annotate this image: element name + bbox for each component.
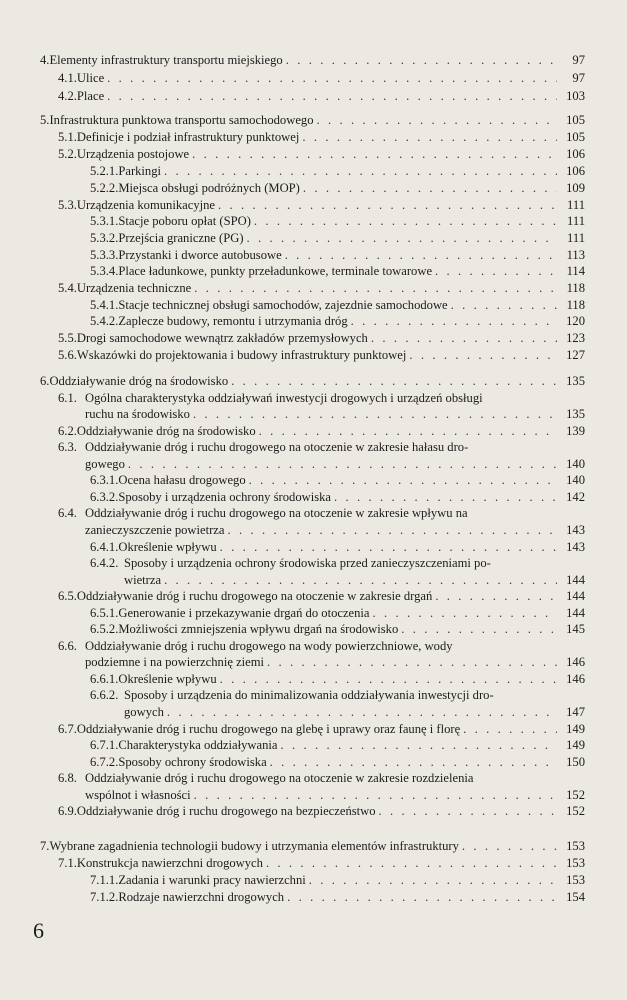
toc-entry-title: Urządzenia komunikacyjne	[76, 198, 216, 212]
toc-entry	[58, 855, 585, 871]
toc-leader-dots	[351, 313, 557, 329]
toc-page-number: 135	[566, 374, 585, 388]
toc-entry-title: Place ładunkowe, punkty przeładunkowe, terminale towarowe	[118, 264, 433, 278]
toc-entry-title: gowego	[85, 457, 125, 471]
toc-entry-title: Zadania i warunki pracy nawierzchni	[118, 873, 306, 887]
toc-entry	[90, 605, 585, 621]
toc-leader-dots	[259, 423, 557, 439]
toc-entry	[90, 671, 585, 687]
toc-entry	[90, 489, 585, 505]
toc-entry-number: 4.2.	[58, 89, 77, 103]
toc-leader-dots	[267, 654, 557, 670]
toc-entry-title: Stacje technicznej obsługi samochodów, zajezdnie samochodowe	[118, 298, 448, 312]
toc-entry-title: Przystanki i dworce autobusowe	[118, 248, 282, 262]
toc-entry-number: 5.3.3.	[90, 248, 119, 262]
toc-page-number: 120	[566, 314, 585, 328]
toc-page-number: 97	[572, 53, 585, 67]
toc-entry	[85, 456, 585, 472]
toc-page-number: 103	[566, 89, 585, 103]
toc-page-number: 140	[566, 473, 585, 487]
toc-entry-number: 5.3.	[58, 198, 77, 212]
toc-entry	[90, 754, 585, 770]
toc-leader-dots	[451, 297, 557, 313]
toc-page-number: 144	[566, 589, 585, 603]
toc-entry-number: 6.6.1.	[90, 672, 119, 686]
toc-entry-number: 5.2.	[58, 147, 77, 161]
toc-entry-title: Sposoby ochrony środowiska	[118, 755, 267, 769]
toc-entry	[90, 687, 585, 703]
toc-leader-dots	[287, 889, 557, 905]
toc-entry-number: 6.8.	[58, 771, 77, 785]
toc-leader-dots	[194, 280, 557, 296]
toc-page-number: 146	[566, 655, 585, 669]
toc-entry-number: 4.	[40, 53, 50, 67]
toc-page-number: 146	[566, 672, 585, 686]
toc-leader-dots	[220, 539, 557, 555]
toc-entry-title: Miejsca obsługi podróżnych (MOP)	[118, 181, 300, 195]
toc-page-number: 123	[566, 331, 585, 345]
toc-leader-dots	[218, 197, 557, 213]
toc-entry-title: zanieczyszczenie powietrza	[85, 523, 225, 537]
toc-leader-dots	[435, 263, 557, 279]
toc-entry-title: Konstrukcja nawierzchni drogowych	[76, 856, 263, 870]
toc-entry-title: Oddziaływanie dróg i ruchu drogowego na wody powierzchniowe, wody	[85, 639, 453, 653]
toc-entry-number: 4.1.	[58, 71, 77, 85]
toc-entry	[58, 347, 585, 363]
toc-leader-dots	[317, 112, 557, 128]
toc-entry	[85, 654, 585, 670]
toc-entry-title: Oddziaływanie dróg i ruchu drogowego na glebę i uprawy oraz faunę i florę	[76, 722, 461, 736]
toc-entry	[58, 280, 585, 296]
toc-page-number: 113	[566, 248, 585, 262]
toc-entry-title: Oddziaływanie dróg i ruchu drogowego na otoczenie w zakresie wpływu na	[85, 506, 468, 520]
toc-leader-dots	[220, 671, 557, 687]
toc-entry-title: Wybrane zagadnienia technologii budowy i utrzymania elementów infrastruktury	[49, 839, 459, 853]
toc-entry-number: 5.	[40, 113, 50, 127]
toc-entry-title: Drogi samochodowe wewnątrz zakładów przemysłowych	[76, 331, 368, 345]
toc-leader-dots	[280, 737, 557, 753]
toc-page-number: 140	[566, 457, 585, 471]
toc-leader-dots	[435, 588, 557, 604]
toc-entry	[90, 472, 585, 488]
toc-entry-number: 5.4.	[58, 281, 77, 295]
toc-entry-title: wspólnot i własności	[85, 788, 191, 802]
toc-entry	[90, 163, 585, 179]
toc-page-number: 142	[566, 490, 585, 504]
toc-entry	[90, 737, 585, 753]
toc-entry	[85, 522, 585, 538]
toc-entry-title: Oddziaływanie dróg i ruchu drogowego na bezpieczeństwo	[76, 804, 376, 818]
toc-entry	[85, 787, 585, 803]
toc-entry-number: 6.5.	[58, 589, 77, 603]
toc-leader-dots	[286, 52, 557, 68]
toc-entry	[58, 439, 585, 455]
toc-entry	[90, 555, 585, 571]
toc-entry-title: gowych	[124, 705, 164, 719]
toc-leader-dots	[194, 787, 557, 803]
toc-page-number: 153	[566, 873, 585, 887]
toc-entry-title: Charakterystyka oddziaływania	[118, 738, 278, 752]
toc-entry	[58, 129, 585, 145]
toc-entry	[90, 213, 585, 229]
toc-entry-number: 6.6.	[58, 639, 77, 653]
toc-entry-number: 7.1.1.	[90, 873, 119, 887]
toc-entry	[58, 803, 585, 819]
toc-entry-number: 6.4.	[58, 506, 77, 520]
toc-entry-title: Urządzenia postojowe	[76, 147, 190, 161]
toc-entry-title: Urządzenia techniczne	[76, 281, 192, 295]
toc-entry	[85, 406, 585, 422]
toc-entry-number: 5.2.2.	[90, 181, 119, 195]
toc-entry-title: Rodzaje nawierzchni drogowych	[118, 890, 285, 904]
toc-entry-number: 6.1.	[58, 391, 77, 405]
toc-leader-dots	[334, 489, 557, 505]
toc-entry-number: 5.3.4.	[90, 264, 119, 278]
toc-entry-title: Oddziaływanie dróg i ruchu drogowego na otoczenie w zakresie rozdzielenia	[85, 771, 474, 785]
toc-page-number: 152	[566, 804, 585, 818]
toc-page-number: 143	[566, 523, 585, 537]
toc-entry	[124, 572, 585, 588]
toc-entry-title: Elementy infrastruktury transportu miejskiego	[49, 53, 283, 67]
toc-leader-dots	[379, 803, 557, 819]
toc-entry	[58, 70, 585, 86]
toc-leader-dots	[249, 472, 557, 488]
toc-leader-dots	[401, 621, 557, 637]
toc-page-number: 106	[566, 164, 585, 178]
toc-entry	[58, 721, 585, 737]
toc-entry-number: 5.6.	[58, 348, 77, 362]
toc-entry-number: 5.3.2.	[90, 231, 119, 245]
toc-leader-dots	[463, 721, 557, 737]
toc-page-number: 105	[566, 113, 585, 127]
toc-entry-number: 6.3.	[58, 440, 77, 454]
toc-entry	[90, 313, 585, 329]
toc-page-number: 114	[566, 264, 585, 278]
toc-entry-number: 7.1.	[58, 856, 77, 870]
toc-entry-number: 6.3.1.	[90, 473, 119, 487]
toc-entry-title: Przejścia graniczne (PG)	[118, 231, 244, 245]
toc-leader-dots	[462, 838, 557, 854]
toc-entry-number: 5.2.1.	[90, 164, 119, 178]
toc-page-number: 97	[572, 71, 585, 85]
toc-leader-dots	[270, 754, 557, 770]
toc-entry-title: Generowanie i przekazywanie drgań do otoczenia	[118, 606, 370, 620]
toc-entry-number: 6.2.	[58, 424, 77, 438]
toc-entry-number: 6.7.	[58, 722, 77, 736]
toc-entry-title: Określenie wpływu	[118, 540, 217, 554]
toc-leader-dots	[128, 456, 557, 472]
toc-entry-number: 6.	[40, 374, 50, 388]
toc-entry	[58, 423, 585, 439]
toc-entry	[90, 247, 585, 263]
toc-entry-title: Ocena hałasu drogowego	[118, 473, 246, 487]
toc-entry	[58, 588, 585, 604]
toc-leader-dots	[302, 129, 557, 145]
toc-page-number: 111	[567, 231, 585, 245]
toc-entry	[90, 539, 585, 555]
toc-entry-title: Place	[76, 89, 105, 103]
toc-entry-number: 5.5.	[58, 331, 77, 345]
toc-entry	[90, 872, 585, 888]
toc-entry-title: Wskazówki do projektowania i budowy infrastruktury punktowej	[76, 348, 407, 362]
toc-leader-dots	[303, 180, 557, 196]
toc-entry	[58, 505, 585, 521]
toc-page-number: 153	[566, 856, 585, 870]
toc-page-number: 109	[566, 181, 585, 195]
toc-entry-title: Definicje i podział infrastruktury punktowej	[76, 130, 300, 144]
toc-leader-dots	[193, 406, 557, 422]
toc-entry-number: 5.3.1.	[90, 214, 119, 228]
toc-entry	[90, 263, 585, 279]
toc-entry-title: Sposoby i urządzenia ochrony środowiska przed zanieczyszczeniami po-	[124, 556, 491, 570]
toc-entry-number: 6.5.1.	[90, 606, 119, 620]
toc-leader-dots	[107, 70, 557, 86]
toc-entry-number: 7.	[40, 839, 50, 853]
toc-page-number: 105	[566, 130, 585, 144]
toc-leader-dots	[254, 213, 557, 229]
toc-entry-number: 6.4.2.	[90, 556, 119, 570]
toc-page-number: 144	[566, 573, 585, 587]
toc-entry-title: ruchu na środowisko	[85, 407, 190, 421]
toc-page-number: 154	[566, 890, 585, 904]
toc-entry-number: 5.1.	[58, 130, 77, 144]
toc-leader-dots	[167, 704, 557, 720]
toc-entry-number: 6.3.2.	[90, 490, 119, 504]
toc-entry	[40, 838, 585, 854]
toc-page-number: 111	[567, 198, 585, 212]
toc-leader-dots	[164, 572, 557, 588]
toc-entry-title: Stacje poboru opłat (SPO)	[118, 214, 251, 228]
toc-entry-number: 7.1.2.	[90, 890, 119, 904]
toc-page-number: 118	[566, 298, 585, 312]
toc-entry	[58, 197, 585, 213]
toc-leader-dots	[309, 872, 557, 888]
toc-entry-title: Oddziaływanie dróg i ruchu drogowego na otoczenie w zakresie hałasu dro-	[85, 440, 469, 454]
toc-entry	[58, 638, 585, 654]
toc-leader-dots	[228, 522, 558, 538]
toc-page-number: 144	[566, 606, 585, 620]
toc-entry-title: Infrastruktura punktowa transportu samochodowego	[49, 113, 314, 127]
toc-entry-title: podziemne i na powierzchnię ziemi	[85, 655, 265, 669]
toc-page-number: 153	[566, 839, 585, 853]
toc-entry	[90, 621, 585, 637]
toc-page-number: 149	[566, 722, 585, 736]
toc-entry-title: Oddziaływanie dróg i ruchu drogowego na otoczenie w zakresie drgań	[76, 589, 433, 603]
toc-page-number: 118	[566, 281, 585, 295]
toc-entry	[58, 146, 585, 162]
toc-leader-dots	[231, 373, 557, 389]
toc-leader-dots	[373, 605, 557, 621]
toc-page-number: 127	[566, 348, 585, 362]
toc-entry-number: 6.9.	[58, 804, 77, 818]
toc-entry	[90, 889, 585, 905]
toc-entry	[124, 704, 585, 720]
toc-page-number: 106	[566, 147, 585, 161]
toc-leader-dots	[164, 163, 557, 179]
toc-entry-title: Sposoby i urządzenia ochrony środowiska	[118, 490, 331, 504]
toc-leader-dots	[371, 330, 557, 346]
toc-leader-dots	[247, 230, 557, 246]
toc-entry	[40, 373, 585, 389]
toc-entry	[40, 112, 585, 128]
toc-entry-title: Ogólna charakterystyka oddziaływań inwestycji drogowych i urządzeń obsługi	[85, 391, 483, 405]
toc-entry-title: Oddziaływanie dróg na środowisko	[49, 374, 229, 388]
toc-entry-title: Parkingi	[118, 164, 162, 178]
toc-entry	[58, 330, 585, 346]
toc-entry-number: 5.4.1.	[90, 298, 119, 312]
toc-entry-number: 6.5.2.	[90, 622, 119, 636]
toc-leader-dots	[266, 855, 557, 871]
toc-leader-dots	[285, 247, 557, 263]
toc-entry-title: Ulice	[76, 71, 105, 85]
toc-entry	[58, 770, 585, 786]
toc-entry-number: 6.7.1.	[90, 738, 119, 752]
toc-entry-number: 5.4.2.	[90, 314, 119, 328]
toc-page-number: 143	[566, 540, 585, 554]
toc-entry	[40, 52, 585, 68]
toc-page-number: 149	[566, 738, 585, 752]
toc-leader-dots	[409, 347, 557, 363]
toc-page-number: 152	[566, 788, 585, 802]
toc-entry-title: Określenie wpływu	[118, 672, 217, 686]
toc-entry	[90, 180, 585, 196]
toc-entry	[58, 390, 585, 406]
toc-leader-dots	[192, 146, 557, 162]
toc-entry-title: Zaplecze budowy, remontu i utrzymania dróg	[118, 314, 348, 328]
toc-page-number: 135	[566, 407, 585, 421]
toc-entry-title: Oddziaływanie dróg na środowisko	[76, 424, 256, 438]
toc-entry-title: Możliwości zmniejszenia wpływu drgań na środowisko	[118, 622, 399, 636]
toc-page-number: 150	[566, 755, 585, 769]
toc-page-number: 145	[566, 622, 585, 636]
toc-entry-title: Sposoby i urządzenia do minimalizowania oddziaływania inwestycji dro-	[124, 688, 494, 702]
toc-page-number: 147	[566, 705, 585, 719]
toc-leader-dots	[107, 88, 557, 104]
toc-entry	[90, 297, 585, 313]
toc-entry-title: wietrza	[124, 573, 162, 587]
page-number: 6	[33, 918, 44, 943]
toc-entry	[90, 230, 585, 246]
toc-entry-number: 6.6.2.	[90, 688, 119, 702]
toc-page-number: 111	[567, 214, 585, 228]
toc-page-number: 139	[566, 424, 585, 438]
toc-entry-number: 6.4.1.	[90, 540, 119, 554]
toc-entry-number: 6.7.2.	[90, 755, 119, 769]
toc-entry	[58, 88, 585, 104]
